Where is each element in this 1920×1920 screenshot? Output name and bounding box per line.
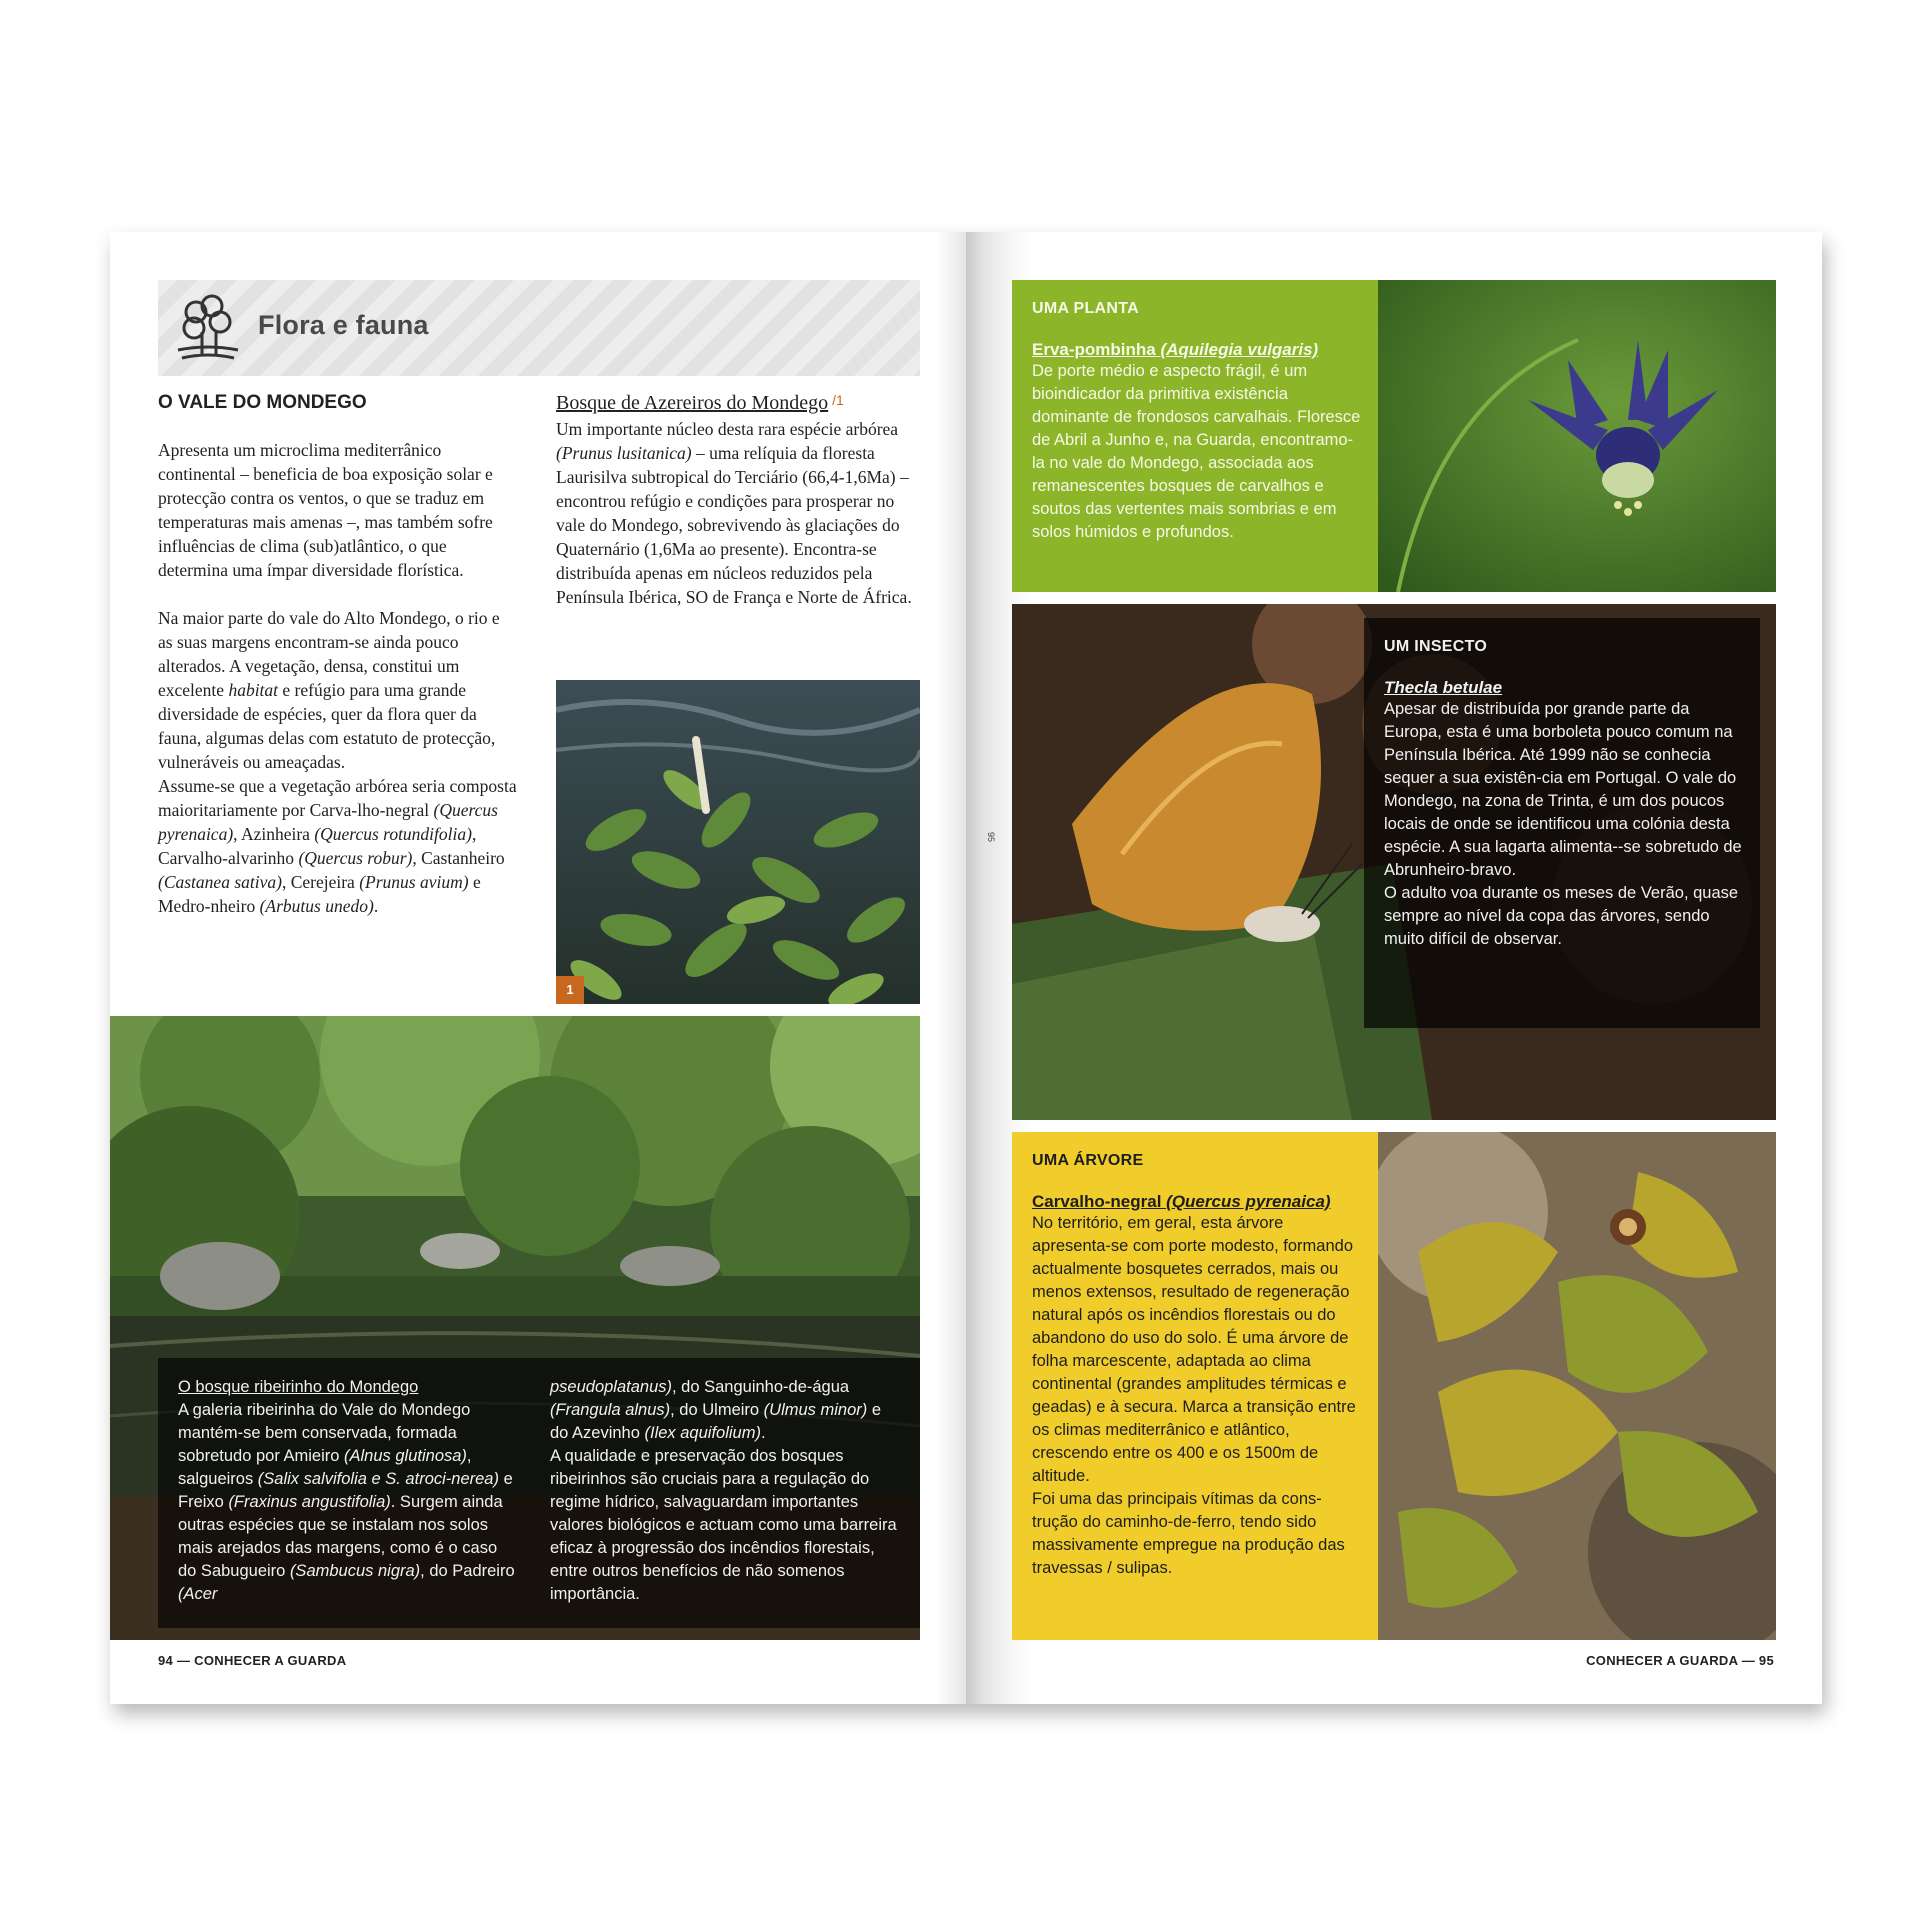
planta-text: De porte médio e aspecto frágil, é um bioindicador da primitiva existência dominante de frondosos carvalhais. Floresce de Abril a Junho e, na Guarda, encontramo-la no vale do Mondego, associada aos remanescentes bosques de carvalhos e soutos das vertentes mais sombrias e em solos húmidos e profundos. [1032,362,1361,541]
arvore-text: No território, em geral, esta árvore apresenta-se com porte modesto, formando actualmente bosquetes cerrados, mais ou menos extensos, resultado de regeneração natural após os incêndios florestais ou do abandono do uso do solo. É uma árvore de folha marcescente, adaptada ao clima continental (grandes amplitudes térmicas e geadas) e à secura. Marca a transição entre os climas mediterrânico e atlântico, crescendo entre os 400 e os 1500m de altitude. [1032,1214,1356,1485]
vale-paragraph-2: Na maior parte do vale do Alto Mondego, o rio e as suas margens encontram-se ainda pouco alterados. A vegetação, densa, constitui um excelente habitat e refúgio para uma grande diversidade de espécies, quer da flora quer da fauna, algumas delas com estatuto de protecção, vulneráveis ou ameaçadas. [158,608,500,772]
vale-title: O VALE DO MONDEGO [158,392,367,413]
insecto-panel [1364,618,1760,1028]
section-title: Flora e fauna [258,310,429,340]
azereiros-photo [556,680,920,1004]
vale-paragraph-1: Apresenta um microclima mediterrânico continental – beneficia de boa exposição solar e protecção contra os ventos, o que se traduz em temperaturas mais amenas –, mas também sofre influências de clima (sub)atlântico, o que determina uma ímpar diversidade florística. [158,440,493,580]
right-footer: CONHECER A GUARDA — 95 [1586,1653,1774,1668]
bosque-title: Bosque de Azereiros do Mondego [556,392,829,414]
left-page [110,232,966,1704]
tiny-page-mark: 95 [986,831,997,843]
figure-number: 1 [556,976,584,1004]
planta-panel [1012,280,1378,592]
planta-title: Erva-pombinha (Aquilegia vulgaris) [1032,340,1319,359]
insecto-text: Apesar de distribuída por grande parte da Europa, esta é uma borboleta pouco comum na Península Ibérica. Até 1999 não se conhecia sequer a sua existên-cia em Portugal. O vale do Mondego, na zona de Trinta, é um dos poucos locais de onde se identificou uma colónia desta espécie. A sua lagarta alimenta--se sobretudo de Abrunheiro-bravo. [1384,700,1742,879]
planta-label: UMA PLANTA [1032,300,1139,317]
book-spread [110,232,1822,1704]
left-footer: 94 — CONHECER A GUARDA [158,1653,347,1668]
trees-icon [172,292,244,364]
arvore-title: Carvalho-negral (Quercus pyrenaica) [1032,1192,1331,1211]
vale-paragraph-3: Assume-se que a vegetação arbórea seria composta maioritariamente por Carva-lho-negral (Quercus pyrenaica), Azinheira (Quercus rotundifolia), Carvalho-alvarinho (Quercus robur), Castanheiro (Castanea sativa), Cerejeira (Prunus avium) e Medro-nheiro (Arbutus unedo). [158,776,517,916]
bosque-heading [556,392,920,415]
ribeirinho-col-1: O bosque ribeirinho do Mondego A galeria ribeirinha do Vale do Mondego mantém-se bem conservada, formada sobretudo por Amieiro (Alnus glutinosa), salgueiros (Salix salvifolia e S. atroci-nerea) e Freixo (Fraxinus angustifolia). Surgem ainda outras espécies que se instalam nos solos mais arejados das margens, como é o caso do Sabugueiro (Sambucus nigra), do Padreiro (Acer [178,1378,515,1603]
section-header-band [158,280,920,376]
arvore-text-2: Foi uma das principais vítimas da cons-trução do caminho-de-ferro, tendo sido massivamente empregue na produção das travessas / sulipas. [1032,1490,1345,1577]
bosque-ref: /1 [832,392,844,408]
aquilegia-photo [1378,280,1776,592]
insecto-label: UM INSECTO [1384,638,1488,655]
ribeirinho-col-2: pseudoplatanus), do Sanguinho-de-água (Frangula alnus), do Ulmeiro (Ulmus minor) e do Azevinho (Ilex aquifolium). A qualidade e preservação dos bosques ribeirinhos são cruciais para a regulação do regime hídrico, salvaguardam importantes valores biológicos e actuam como uma barreira eficaz à progressão dos incêndios florestais, entre outros benefícios de não somenos importância. [550,1378,897,1603]
vale-body [158,438,518,918]
vale-column [158,392,518,942]
bosque-column [556,392,920,633]
arvore-panel [1012,1132,1378,1640]
ribeirinho-title: O bosque ribeirinho do Mondego [178,1378,419,1396]
insecto-text-2: O adulto voa durante os meses de Verão, quase sempre ao nível da copa das árvores, sendo muito difícil de observar. [1384,884,1739,948]
insecto-title: Thecla betulae [1384,678,1503,697]
ribeirinho-overlay [158,1358,920,1628]
right-page [966,232,1822,1704]
bosque-body: Um importante núcleo desta rara espécie arbórea (Prunus lusitanica) – uma relíquia da floresta Laurisilva subtropical do Terciário (66,4-1,6Ma) – encontrou refúgio e condições para prosperar no vale do Mondego, sobrevivendo às glaciações do Quaternário (1,6Ma ao presente). Encontra-se distribuída apenas em núcleos reduzidos pela Península Ibérica, SO de França e Norte de África. [556,419,912,607]
arvore-label: UMA ÁRVORE [1032,1152,1144,1169]
oak-leaves-photo [1378,1132,1776,1640]
